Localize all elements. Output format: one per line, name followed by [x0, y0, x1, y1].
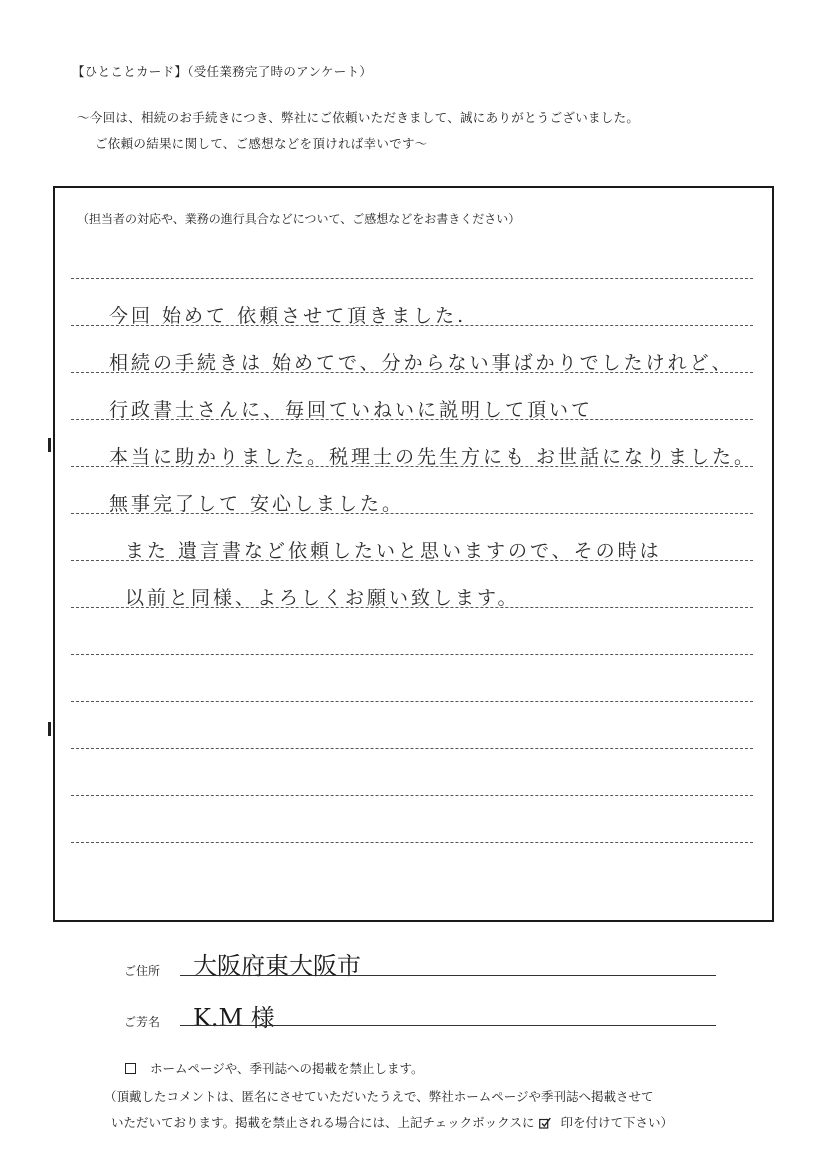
writing-rule	[71, 842, 753, 843]
handwritten-line: 以前と同様、よろしくお願い致します。	[125, 587, 520, 609]
intro-line-1: ～今回は、相続のお手続きにつき、弊社にご依頼いただきまして、誠にありがとうございました。	[77, 110, 640, 125]
address-value: 大阪府東大阪市	[193, 952, 361, 980]
writing-rule	[71, 278, 753, 279]
handwritten-line: 本当に助かりました。税理士の先生方にも お世話になりました。	[109, 446, 757, 468]
handwritten-line: 行政書士さんに、毎回ていねいに説明して頂いて	[109, 399, 594, 421]
comment-box	[53, 186, 774, 922]
scan-margin-mark	[48, 722, 51, 736]
scan-margin-mark	[48, 438, 51, 452]
writing-rule	[71, 748, 753, 749]
writing-rule	[71, 795, 753, 796]
address-label: ご住所	[124, 964, 161, 978]
checkbox-icon[interactable]	[125, 1063, 136, 1074]
handwritten-line: また 遺言書など依頼したいと思いますので、その時は	[125, 540, 662, 562]
writing-rule	[71, 701, 753, 702]
publication-opt-out-row[interactable]	[125, 1059, 424, 1077]
name-value: K.M 様	[193, 1004, 275, 1032]
comment-instruction: （担当者の対応や、業務の進行具合などについて、ご感想などをお書きください）	[77, 212, 521, 226]
checkbox-label: ホームページや、季刊誌への掲載を禁止します。	[150, 1061, 424, 1076]
name-underline	[180, 1025, 716, 1026]
handwritten-line: 相続の手続きは 始めてで、分からない事ばかりでしたけれど、	[109, 352, 734, 374]
checkmark-icon	[539, 1117, 551, 1129]
note-line-2	[111, 1113, 673, 1131]
note-line-2-before: いただいております。掲載を禁止される場合には、上記チェックボックスに	[111, 1115, 535, 1130]
handwritten-line: 無事完了して 安心しました。	[109, 493, 405, 515]
note-line-2-after: 印を付けて下さい）	[560, 1115, 673, 1130]
writing-rule	[71, 654, 753, 655]
address-underline	[180, 975, 716, 976]
note-line-1: （頂戴したコメントは、匿名にさせていただいたうえで、弊社ホームページや季刊誌へ掲載させて	[104, 1089, 654, 1104]
card-title: 【ひとことカード】（受任業務完了時のアンケート）	[72, 64, 373, 79]
name-label: ご芳名	[124, 1015, 161, 1029]
intro-line-2: ご依頼の結果に関して、ご感想などを頂ければ幸いです～	[95, 136, 428, 151]
handwritten-line: 今回 始めて 依頼させて頂きました.	[109, 305, 467, 327]
